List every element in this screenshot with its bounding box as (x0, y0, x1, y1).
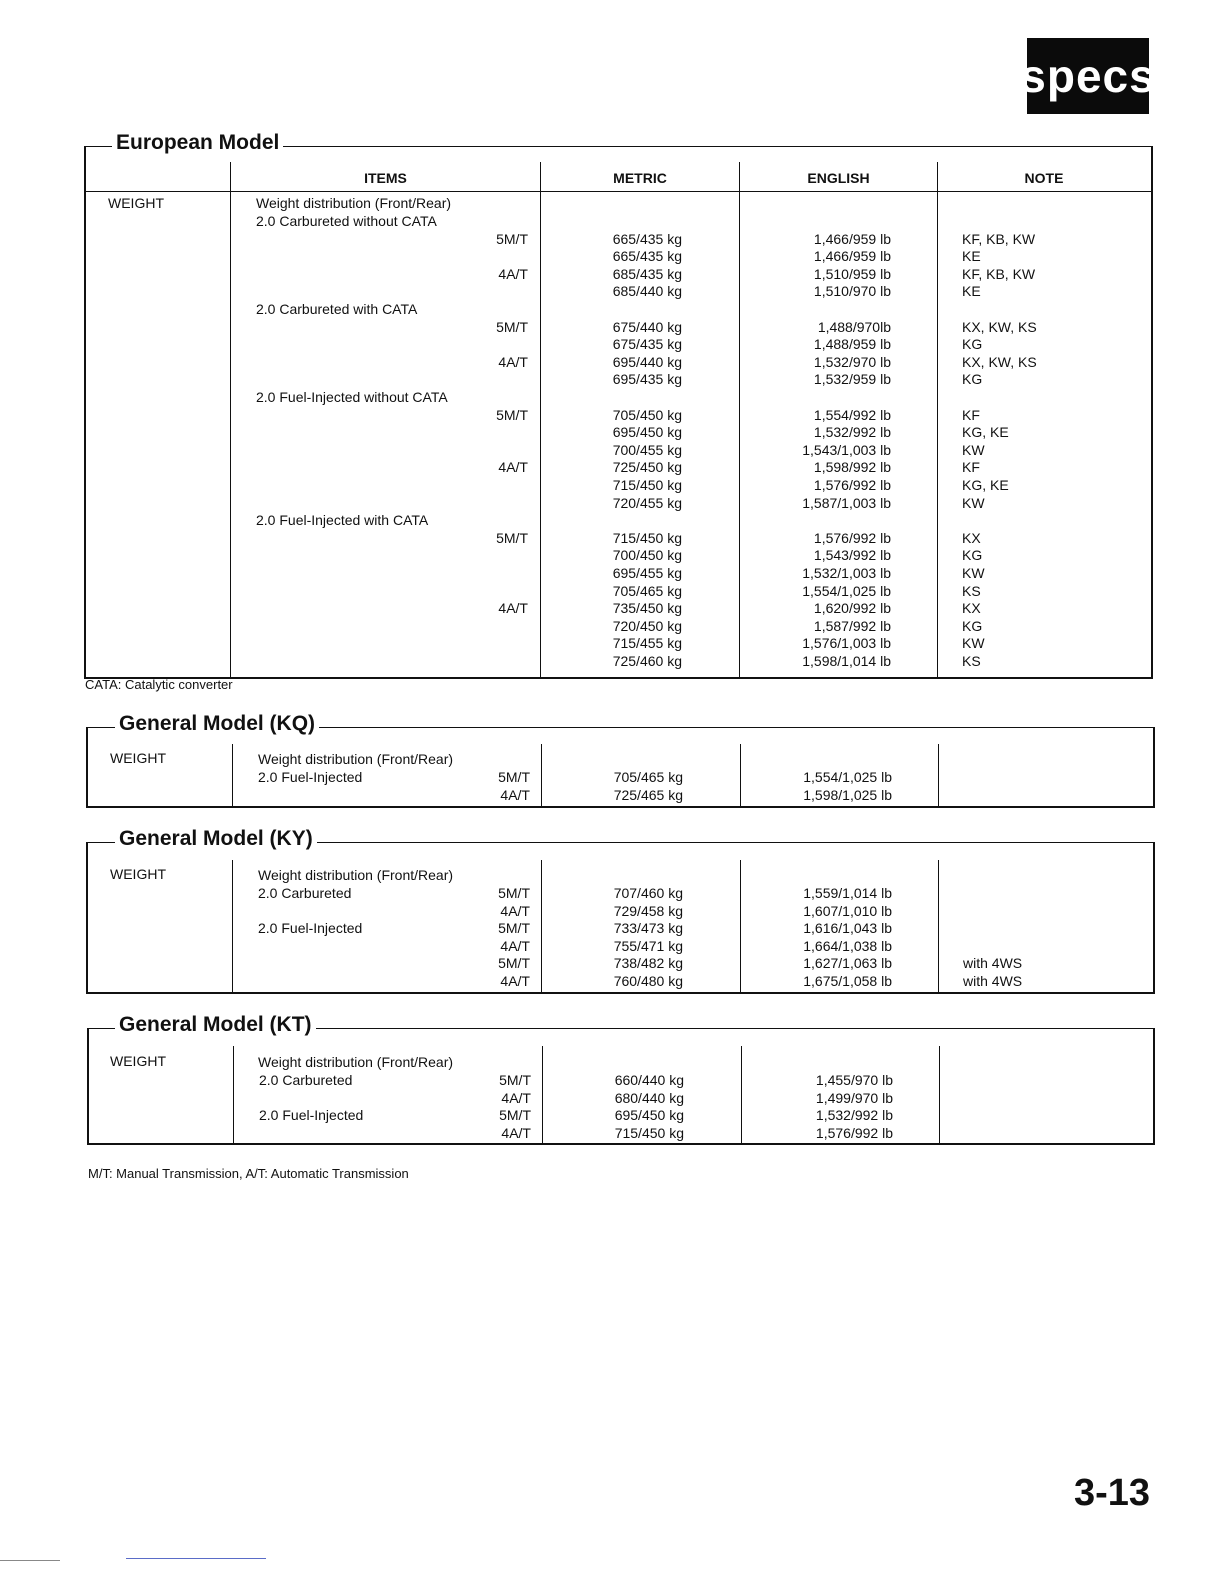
english-cell: 1,532/1,003 lb (802, 565, 891, 581)
note-cell: KG, KE (962, 477, 1009, 493)
transmission-cell: 5M/T (498, 920, 530, 937)
metric-cell: 695/450 kg (612, 424, 682, 441)
note-cell: with 4WS (963, 955, 1023, 972)
note-cell: KX (962, 529, 981, 546)
english-cell: 1,675/1,058 lb (803, 973, 892, 989)
english-cell: 1,587/992 lb (813, 617, 891, 634)
metric-cell: 725/460 kg (612, 653, 682, 669)
english-cell: 1,576/1,003 lb (802, 635, 891, 652)
english-cell: 1,510/970 lb (813, 283, 891, 300)
weight-label: WEIGHT (110, 866, 166, 882)
distribution-label: Weight distribution (Front/Rear) (258, 1054, 454, 1070)
note-cell: KG, KE (962, 424, 1009, 441)
transmission-cell: 4A/T (498, 265, 528, 282)
col-divider (939, 1046, 940, 1144)
english-cell: 1,543/1,003 lb (802, 441, 891, 458)
note-cell: KX, KW, KS (962, 318, 1037, 335)
metric-cell: 715/455 kg (612, 635, 682, 652)
corner-mark (84, 146, 85, 158)
transmission-cell: 5M/T (498, 885, 530, 901)
english-cell: 1,587/1,003 lb (802, 494, 891, 511)
english-cell: 1,598/1,014 lb (802, 653, 891, 669)
transmission-cell: 4A/T (501, 1089, 531, 1106)
cata-footnote: CATA: Catalytic converter (85, 677, 233, 692)
english-cell: 1,532/959 lb (813, 371, 891, 388)
metric-cell: 665/435 kg (612, 248, 682, 265)
transmission-cell: 4A/T (501, 1124, 531, 1141)
transmission-cell: 4A/T (500, 902, 530, 919)
ky-title: General Model (KY) (115, 826, 317, 852)
header-note: NOTE (1024, 170, 1064, 186)
english-cell: 1,543/992 lb (813, 547, 891, 564)
page-number: 3-13 (1074, 1472, 1151, 1514)
english-cell: 1,627/1,063 lb (803, 955, 892, 972)
english-cell: 1,598/1,025 lb (803, 786, 892, 803)
english-cell: 1,576/992 lb (815, 1124, 893, 1141)
metric-cell: 733/473 kg (613, 920, 683, 937)
english-cell: 1,455/970 lb (815, 1072, 893, 1088)
note-cell: KS (962, 653, 981, 669)
english-cell: 1,554/992 lb (813, 406, 891, 423)
metric-cell: 700/455 kg (612, 441, 682, 458)
transmission-cell: 4A/T (500, 973, 530, 989)
header-divider (84, 191, 1151, 192)
english-cell: 1,466/959 lb (813, 248, 891, 265)
transmission-cell: 4A/T (500, 937, 530, 954)
item-cell: 2.0 Carbureted (258, 885, 352, 901)
metric-cell: 675/440 kg (612, 318, 682, 335)
note-cell: KE (962, 283, 981, 300)
transmission-cell: 5M/T (499, 1107, 531, 1124)
english-cell: 1,488/970lb (817, 318, 891, 335)
item-cell: 2.0 Carbureted (259, 1072, 353, 1088)
col-divider (938, 860, 939, 993)
transmission-cell: 5M/T (498, 769, 530, 785)
metric-cell: 720/455 kg (612, 494, 682, 511)
english-cell: 1,576/992 lb (813, 529, 891, 546)
note-cell: KX, KW, KS (962, 353, 1037, 370)
english-cell: 1,488/959 lb (813, 336, 891, 353)
note-cell: KW (962, 635, 985, 652)
metric-cell: 695/450 kg (614, 1107, 684, 1124)
english-cell: 1,598/992 lb (813, 459, 891, 476)
distribution-label: Weight distribution (Front/Rear) (256, 195, 452, 211)
english-cell: 1,554/1,025 lb (802, 582, 891, 599)
metric-cell: 715/450 kg (612, 529, 682, 546)
metric-cell: 735/450 kg (612, 600, 682, 617)
header-english: ENGLISH (807, 170, 870, 186)
transmission-cell: 4A/T (498, 459, 528, 476)
english-cell: 1,576/992 lb (813, 477, 891, 493)
english-cell: 1,466/959 lb (813, 230, 891, 247)
english-cell: 1,559/1,014 lb (803, 885, 892, 901)
group-name: 2.0 Fuel-Injected without CATA (256, 389, 448, 405)
english-cell: 1,510/959 lb (813, 265, 891, 282)
col-divider (937, 162, 938, 678)
note-cell: KF, KB, KW (962, 230, 1036, 247)
transmission-cell: 4A/T (498, 353, 528, 370)
transmission-cell: 5M/T (496, 318, 528, 335)
metric-cell: 715/450 kg (612, 477, 682, 493)
transmission-cell: 5M/T (496, 230, 528, 247)
transmission-cell: 5M/T (498, 955, 530, 972)
group-name: 2.0 Carbureted without CATA (256, 213, 437, 229)
col-divider (233, 1046, 234, 1144)
metric-cell: 725/450 kg (612, 459, 682, 476)
col-divider (540, 162, 541, 678)
footer-rule (0, 1560, 60, 1561)
metric-cell: 715/450 kg (614, 1124, 684, 1141)
metric-cell: 680/440 kg (614, 1089, 684, 1106)
col-divider (541, 860, 542, 993)
corner-mark (86, 842, 87, 854)
note-cell: KX (962, 600, 981, 617)
distribution-label: Weight distribution (Front/Rear) (258, 867, 454, 883)
metric-cell: 695/440 kg (612, 353, 682, 370)
note-cell: KG (962, 547, 983, 564)
note-cell: KF (962, 406, 980, 423)
kq-title: General Model (KQ) (115, 711, 319, 737)
metric-cell: 755/471 kg (613, 937, 683, 954)
col-divider (230, 162, 231, 678)
metric-cell: 705/465 kg (613, 769, 683, 785)
metric-cell: 695/435 kg (612, 371, 682, 388)
english-cell: 1,532/992 lb (815, 1107, 893, 1124)
col-divider (232, 860, 233, 993)
item-cell: 2.0 Fuel-Injected (258, 920, 363, 937)
metric-cell: 720/450 kg (612, 617, 682, 634)
corner-mark (87, 1028, 88, 1040)
note-cell: KE (962, 248, 981, 265)
note-cell: KG (962, 336, 983, 353)
metric-cell: 685/440 kg (612, 283, 682, 300)
group-name: 2.0 Fuel-Injected with CATA (256, 512, 429, 529)
corner-mark (86, 727, 87, 739)
transmission-cell: 5M/T (496, 406, 528, 423)
english-cell: 1,620/992 lb (813, 600, 891, 617)
english-cell: 1,664/1,038 lb (803, 937, 892, 954)
english-cell: 1,607/1,010 lb (803, 902, 892, 919)
col-divider (938, 744, 939, 807)
note-cell: KF (962, 459, 980, 476)
transmission-cell: 5M/T (499, 1072, 531, 1088)
distribution-label: Weight distribution (Front/Rear) (258, 751, 454, 767)
specs-tab: specs (1027, 38, 1149, 114)
metric-cell: 685/435 kg (612, 265, 682, 282)
group-name: 2.0 Carbureted with CATA (256, 301, 418, 317)
metric-cell: 725/465 kg (613, 786, 683, 803)
metric-cell: 675/435 kg (612, 336, 682, 353)
col-divider (542, 1046, 543, 1144)
item-cell: 2.0 Fuel-Injected (258, 769, 363, 785)
note-cell: with 4WS (963, 973, 1023, 989)
transmission-cell: 5M/T (496, 529, 528, 546)
note-cell: KG (962, 617, 983, 634)
transmission-cell: 4A/T (498, 600, 528, 617)
note-cell: KG (962, 371, 983, 388)
note-cell: KS (962, 582, 981, 599)
metric-cell: 705/450 kg (612, 406, 682, 423)
footer-rule (126, 1558, 266, 1559)
english-cell: 1,532/992 lb (813, 424, 891, 441)
weight-label: WEIGHT (110, 750, 166, 766)
metric-cell: 665/435 kg (612, 230, 682, 247)
weight-label: WEIGHT (108, 195, 164, 211)
european-title: European Model (112, 130, 283, 156)
col-divider (541, 744, 542, 807)
header-metric: METRIC (613, 170, 667, 186)
metric-cell: 705/465 kg (612, 582, 682, 599)
metric-cell: 729/458 kg (613, 902, 683, 919)
metric-cell: 760/480 kg (613, 973, 683, 989)
transmission-footnote: M/T: Manual Transmission, A/T: Automatic Transmission (88, 1166, 409, 1181)
english-cell: 1,532/970 lb (813, 353, 891, 370)
english-cell: 1,499/970 lb (815, 1089, 893, 1106)
note-cell: KW (962, 494, 985, 511)
metric-cell: 695/455 kg (612, 565, 682, 581)
header-items: ITEMS (364, 170, 407, 186)
note-cell: KW (962, 565, 985, 581)
weight-label: WEIGHT (110, 1053, 166, 1069)
note-cell: KW (962, 441, 985, 458)
item-cell: 2.0 Fuel-Injected (259, 1107, 364, 1124)
english-cell: 1,616/1,043 lb (803, 920, 892, 937)
english-cell: 1,554/1,025 lb (803, 769, 892, 785)
transmission-cell: 4A/T (500, 786, 530, 803)
metric-cell: 660/440 kg (614, 1072, 684, 1088)
note-cell: KF, KB, KW (962, 265, 1036, 282)
col-divider (232, 744, 233, 807)
kt-title: General Model (KT) (115, 1012, 316, 1038)
metric-cell: 707/460 kg (613, 885, 683, 901)
metric-cell: 700/450 kg (612, 547, 682, 564)
metric-cell: 738/482 kg (613, 955, 683, 972)
